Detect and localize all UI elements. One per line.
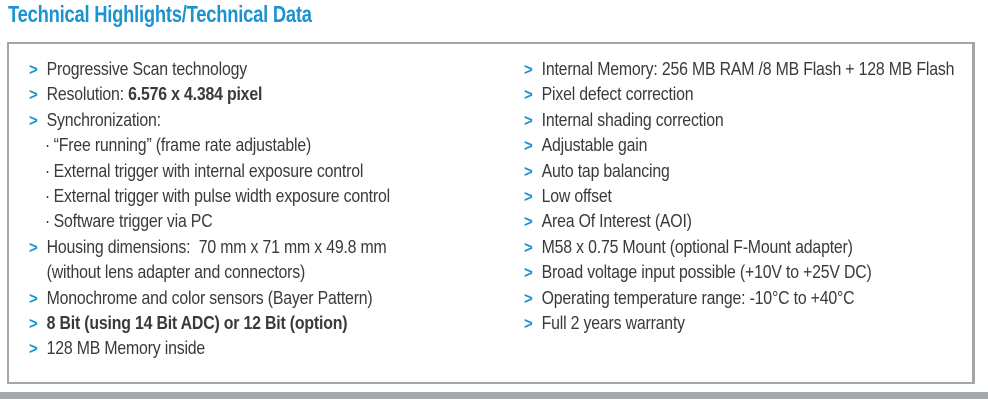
spec-item [524, 108, 954, 133]
spec-item [524, 184, 954, 209]
spec-text: “Free running” (frame rate adjustable) [53, 135, 312, 156]
spec-text: Full 2 years warranty [541, 313, 685, 334]
spec-text: Area Of Interest (AOI) [541, 211, 692, 232]
spec-text: 8 Bit (using 14 Bit ADC) or 12 Bit (option) [46, 313, 348, 334]
arrow-bullet-icon: > [524, 136, 533, 156]
spec-text: Pixel defect correction [541, 84, 694, 105]
spec-text: Broad voltage input possible (+10V to +25V DC) [541, 262, 872, 283]
spec-item [29, 286, 447, 311]
spec-item [29, 108, 447, 133]
spec-text: Housing dimensions: 70 mm x 71 mm x 49.8 mm [46, 236, 387, 257]
arrow-bullet-icon: > [524, 110, 533, 130]
spec-item [29, 235, 447, 260]
spec-item [29, 57, 447, 82]
spec-item [29, 133, 447, 158]
spec-item [524, 57, 954, 82]
spec-item [524, 133, 954, 158]
spec-column-left [9, 57, 504, 362]
spec-text: Progressive Scan technology [46, 59, 248, 79]
arrow-bullet-icon: > [524, 161, 533, 181]
arrow-bullet-icon: > [524, 187, 533, 207]
arrow-bullet-icon: > [29, 339, 38, 359]
spec-item [29, 184, 447, 209]
spec-columns [9, 44, 972, 362]
arrow-bullet-icon: > [524, 288, 533, 308]
arrow-bullet-icon: > [29, 85, 38, 105]
spec-text: M58 x 0.75 Mount (optional F-Mount adapter) [541, 236, 853, 257]
spec-text: Adjustable gain [541, 135, 648, 156]
spec-item [524, 82, 954, 107]
dot-bullet-icon: · [44, 135, 50, 156]
spec-text: Synchronization: [46, 109, 161, 130]
spec-text: Internal Memory: 256 MB RAM /8 MB Flash + 128 MB Flash [541, 59, 955, 79]
dot-bullet-icon: · [44, 211, 50, 232]
arrow-bullet-icon: > [29, 60, 38, 79]
spec-text: Auto tap balancing [541, 160, 670, 181]
dot-bullet-icon: · [44, 160, 50, 181]
spec-item [524, 235, 954, 260]
arrow-bullet-icon: > [29, 237, 38, 257]
spec-item [524, 286, 954, 311]
arrow-bullet-icon: > [29, 110, 38, 130]
spec-item [29, 336, 447, 361]
arrow-bullet-icon: > [29, 314, 38, 334]
spec-text: Monochrome and color sensors (Bayer Pattern) [46, 287, 373, 308]
spec-column-right [504, 57, 988, 362]
arrow-bullet-icon: > [29, 288, 38, 308]
arrow-bullet-icon: > [524, 212, 533, 232]
arrow-bullet-icon: > [524, 60, 533, 79]
spec-text: External trigger with pulse width exposure control [53, 186, 390, 207]
spec-item [29, 260, 447, 285]
arrow-bullet-icon: > [524, 237, 533, 257]
spec-panel [7, 42, 975, 384]
spec-item [524, 209, 954, 234]
spec-text: (without lens adapter and connectors) [46, 262, 306, 283]
spec-item [524, 311, 954, 336]
spec-text: Resolution: 6.576 x 4.384 pixel [46, 84, 263, 105]
spec-text: Operating temperature range: -10°C to +40°C [541, 287, 855, 308]
page-title: Technical Highlights/Technical Data [8, 1, 312, 27]
arrow-bullet-icon: > [524, 314, 533, 334]
spec-item [29, 82, 447, 107]
spec-text: 128 MB Memory inside [46, 338, 206, 359]
spec-item [524, 260, 954, 285]
spec-text: Internal shading correction [541, 109, 724, 130]
spec-item [524, 159, 954, 184]
arrow-bullet-icon: > [524, 85, 533, 105]
arrow-bullet-icon: > [524, 263, 533, 283]
spec-item [29, 159, 447, 184]
dot-bullet-icon: · [44, 186, 50, 207]
bottom-divider-bar [0, 392, 988, 399]
spec-item [29, 311, 447, 336]
spec-text: Low offset [541, 186, 612, 207]
spec-item [29, 209, 447, 234]
spec-text: External trigger with internal exposure control [53, 160, 364, 181]
spec-text: Software trigger via PC [53, 211, 213, 232]
